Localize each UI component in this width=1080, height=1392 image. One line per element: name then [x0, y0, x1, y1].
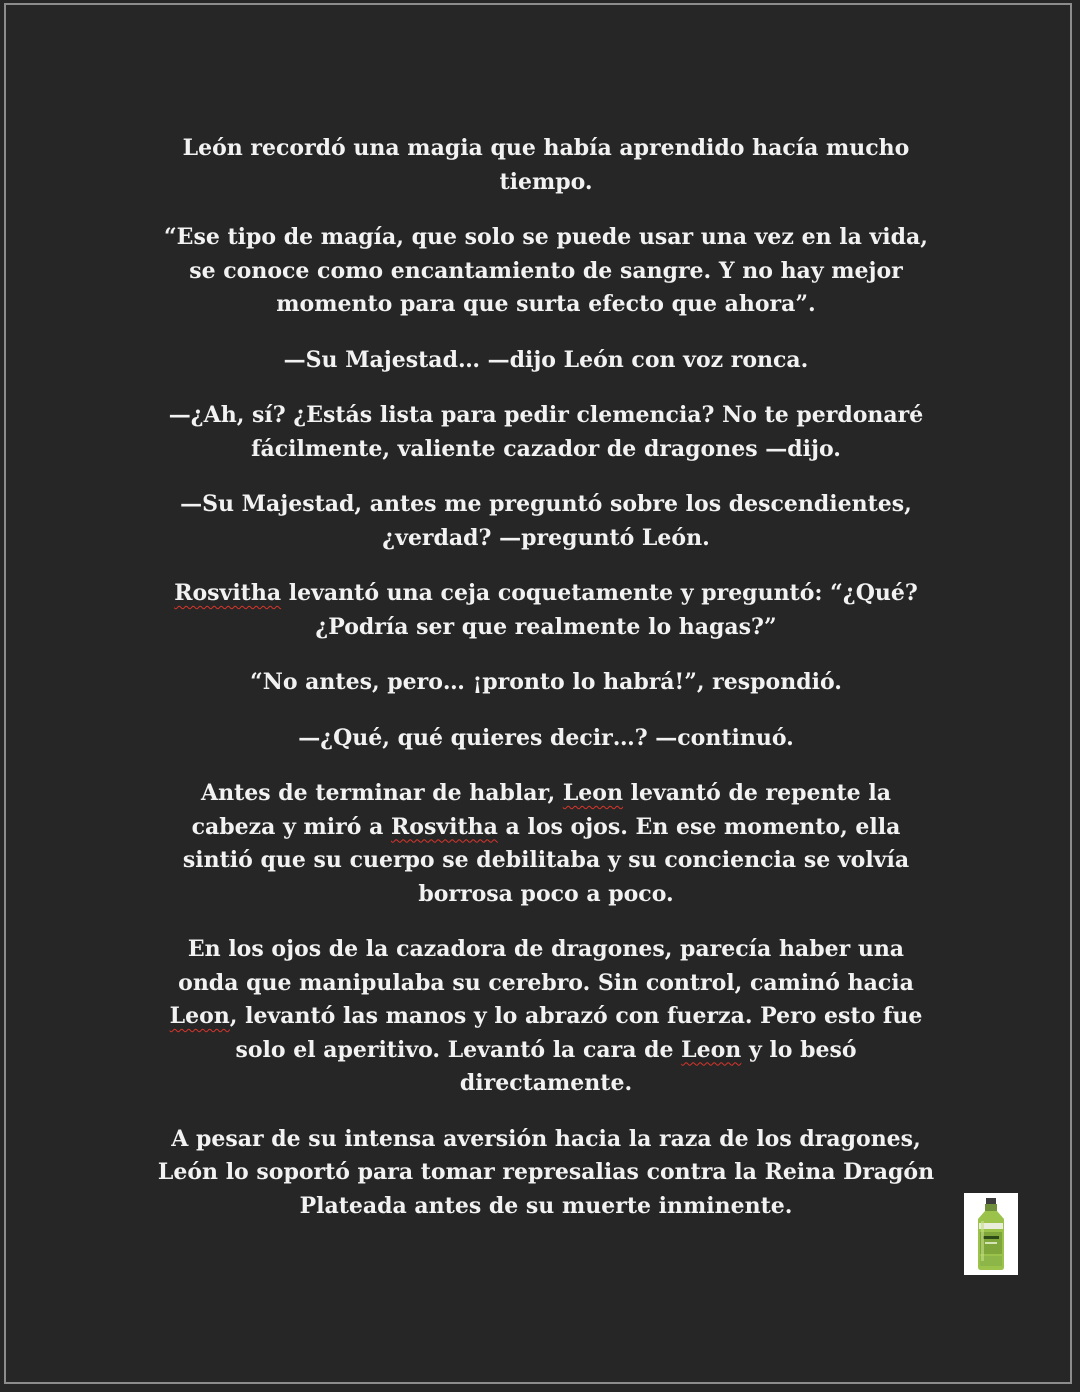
text-segment: “Ese tipo de magía, que solo se puede usar una vez en la vida, se conoce como encantamiento de sangre. Y no hay mejor momento para que surta efecto que ahora”.	[164, 224, 928, 317]
paragraph	[156, 399, 936, 466]
green-bottle-icon	[964, 1193, 1018, 1275]
misspelled-word: Leon	[169, 1003, 230, 1029]
paragraph	[156, 577, 936, 644]
text-segment: A pesar de su intensa aversión hacia la raza de los dragones, León lo soportó para tomar represalias contra la Reina Dragón Plateada antes de su muerte inminente.	[157, 1125, 935, 1219]
misspelled-word: Leon	[681, 1036, 742, 1063]
text-segment: a los ojos. En ese momento, ella sintió que su cuerpo se debilitaba y su conciencia se volvía borrosa poco a poco.	[182, 813, 910, 907]
paragraph	[156, 666, 936, 700]
text-segment: levantó de repente la cabeza y miró a	[191, 780, 891, 840]
text-segment: y lo besó directamente.	[459, 1036, 857, 1096]
text-segment: “No antes, pero… ¡pronto lo habrá!”, respondió.	[250, 669, 842, 695]
text-segment: levantó una ceja coquetamente y preguntó: “¿Qué? ¿Podría ser que realmente lo hagas?”	[281, 580, 918, 640]
paragraph	[156, 221, 936, 322]
text-segment: —¿Ah, sí? ¿Estás lista para pedir clemencia? No te perdonaré fácilmente, valiente cazador de dragones —dijo.	[168, 402, 924, 462]
paragraph	[156, 777, 936, 911]
misspelled-word: Rosvitha	[174, 580, 282, 606]
paragraph	[156, 344, 936, 378]
paragraph	[156, 722, 936, 756]
document-text	[156, 132, 936, 1245]
paragraph	[156, 933, 936, 1101]
text-segment: —¿Qué, qué quieres decir…? —continuó.	[298, 724, 794, 751]
paragraph	[156, 488, 936, 555]
misspelled-word: Rosvitha	[390, 813, 498, 840]
text-segment: León recordó una magia que había aprendido hacía mucho tiempo.	[182, 135, 910, 195]
document-page	[4, 3, 1072, 1384]
text-segment: —Su Majestad… —dijo León con voz ronca.	[283, 346, 809, 373]
text-segment: , levantó las manos y lo abrazó con fuerza. Pero esto fue solo el aperitivo. Levantó la cara de	[229, 1003, 923, 1063]
text-segment: Antes de terminar de hablar,	[201, 780, 563, 806]
text-segment: En los ojos de la cazadora de dragones, parecía haber una onda que manipulaba su cerebro. Sin control, caminó hacia	[178, 936, 914, 996]
paragraph	[156, 132, 936, 199]
bottle-thumbnail[interactable]	[964, 1193, 1018, 1275]
paragraph	[156, 1123, 936, 1224]
misspelled-word: Leon	[562, 780, 623, 806]
text-segment: —Su Majestad, antes me preguntó sobre los descendientes, ¿verdad? —preguntó León.	[180, 491, 912, 551]
